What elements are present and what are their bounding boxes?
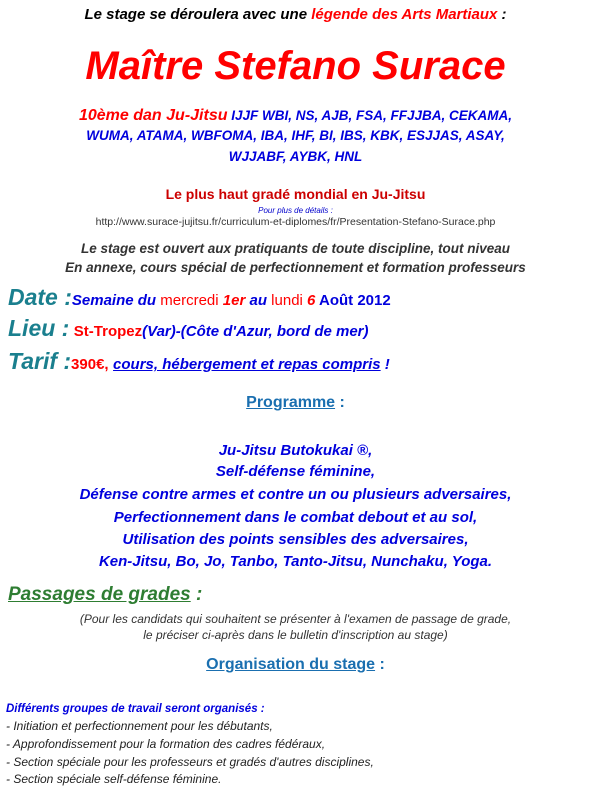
organisation-item: - Initiation et perfectionnement pour les débutants, bbox=[6, 719, 273, 733]
orgs-3: WJJABF, AYBK, HNL bbox=[228, 149, 363, 164]
organisation-title: Organisation du stage bbox=[206, 656, 376, 673]
tarif-label: Tarif : bbox=[8, 348, 72, 374]
details-label: Pour plus de détails : bbox=[258, 206, 333, 215]
date-line bbox=[8, 284, 591, 311]
grades-title: Passages de grades bbox=[8, 584, 191, 605]
grades-note-2: le préciser ci-après dans le bulletin d'inscription au stage) bbox=[143, 628, 448, 642]
organisation-intro: Différents groupes de travail seront organisés : bbox=[6, 703, 265, 715]
rank: 10ème dan Ju-Jitsu bbox=[78, 107, 228, 124]
orgs-2: WUMA, ATAMA, WBFOMA, IBA, IHF, BI, IBS, KBK, ESJJAS, ASAY, bbox=[86, 128, 505, 143]
programme-item: Ken-Jitsu, Bo, Jo, Tanbo, Tanto-Jitsu, Nunchaku, Yoga. bbox=[98, 553, 493, 570]
programme-item: Ju-Jitsu Butokukai ®, bbox=[218, 442, 373, 459]
grades-note-1: (Pour les candidats qui souhaitent se présenter à l'examen de passage de grade, bbox=[79, 612, 512, 626]
grades-colon: : bbox=[190, 584, 203, 605]
lieu-line bbox=[8, 315, 591, 342]
intro-colon: : bbox=[497, 6, 507, 23]
programme-item: Défense contre armes et contre un ou plusieurs adversaires, bbox=[79, 486, 512, 503]
tarif-price: 390€, bbox=[71, 356, 109, 373]
organisation-item: - Section spéciale pour les professeurs et gradés d'autres disciplines, bbox=[6, 755, 374, 769]
intro-text: Le stage se déroulera avec une bbox=[84, 6, 312, 23]
date-g: Août 2012 bbox=[315, 292, 391, 309]
lieu-a: St-Tropez bbox=[73, 323, 143, 340]
intro-legend: légende des Arts Martiaux bbox=[311, 6, 498, 23]
master-name: Maître Stefano Surace bbox=[85, 44, 506, 88]
programme-item: Self-défense féminine, bbox=[215, 463, 376, 480]
master-title: Le plus haut gradé mondial en Ju-Jitsu bbox=[165, 186, 426, 202]
organisation-heading bbox=[0, 656, 591, 674]
tarif-line bbox=[8, 348, 591, 375]
intro-line bbox=[0, 6, 591, 23]
grades-heading bbox=[8, 584, 591, 606]
date-c: 1er bbox=[218, 292, 246, 309]
open-line-1: Le stage est ouvert aux pratiquants de toute discipline, tout niveau bbox=[80, 241, 511, 256]
date-f: 6 bbox=[302, 292, 316, 309]
organisation-item: - Section spéciale self-défense féminine. bbox=[6, 772, 222, 786]
programme-item: Utilisation des points sensibles des adversaires, bbox=[122, 531, 469, 548]
tarif-end: ! bbox=[380, 356, 390, 373]
lieu-d: (Côte d'Azur, bord de mer) bbox=[180, 323, 369, 340]
open-line-2: En annexe, cours spécial de perfectionnement et formation professeurs bbox=[65, 260, 526, 275]
lieu-c: - bbox=[175, 323, 181, 340]
programme-item: Perfectionnement dans le combat debout et au sol, bbox=[113, 509, 478, 526]
programme-heading bbox=[0, 394, 591, 412]
organisation-item: - Approfondissement pour la formation des cadres fédéraux, bbox=[6, 737, 326, 751]
date-e: lundi bbox=[271, 292, 303, 309]
programme-title: Programme bbox=[246, 394, 336, 411]
date-b: mercredi bbox=[160, 292, 219, 309]
lieu-label: Lieu : bbox=[8, 315, 70, 341]
date-a: Semaine du bbox=[71, 292, 161, 309]
organisation-colon: : bbox=[375, 656, 385, 673]
orgs-1: IJJF WBI, NS, AJB, FSA, FFJJBA, CEKAMA, bbox=[227, 108, 513, 123]
rank-line-1 bbox=[0, 107, 591, 125]
tarif-desc: cours, hébergement et repas compris bbox=[113, 356, 381, 373]
master-url[interactable]: http://www.surace-jujitsu.fr/curriculum-et-diplomes/fr/Presentation-Stefano-Surace.php bbox=[95, 216, 496, 228]
date-label: Date : bbox=[8, 284, 72, 310]
lieu-b: (Var) bbox=[142, 323, 176, 340]
date-d: au bbox=[245, 292, 272, 309]
programme-colon: : bbox=[335, 394, 345, 411]
